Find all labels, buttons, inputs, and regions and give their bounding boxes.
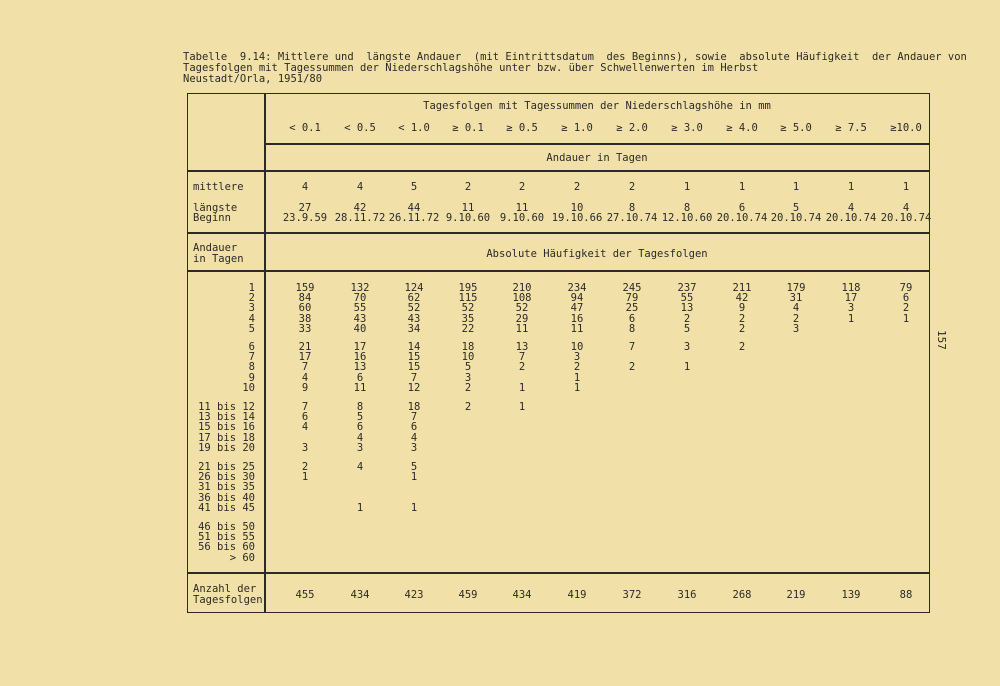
longest-cell: 4	[847, 202, 855, 214]
column-header: ≥10.0	[890, 122, 922, 134]
duration-title: Andauer in Tagen	[546, 152, 648, 164]
total-cell: 455	[295, 589, 315, 601]
frequency-cell-block: 118 17 3 1	[841, 282, 861, 325]
begin-date-cell: 23.9.59	[282, 212, 328, 224]
frequency-cell-block: 237 55 13 2 5	[677, 282, 697, 335]
frequency-cell-block: 124 62 52 43 34	[404, 282, 424, 335]
frequency-cell-block: 210 108 52 29 11	[512, 282, 532, 335]
begin-date-cell: 9.10.60	[445, 212, 491, 224]
column-header: ≥ 0.1	[452, 122, 484, 134]
longest-cell: 44	[407, 202, 421, 214]
mean-cell: 2	[628, 181, 636, 193]
longest-cell: 6	[738, 202, 746, 214]
total-cell: 434	[512, 589, 532, 601]
duration-class-labels: 11 bis 12 13 bis 14 15 bis 16 17 bis 18 19 bis 20	[198, 401, 255, 454]
begin-date-cell: 20.10.74	[880, 212, 932, 224]
longest-cell: 11	[461, 202, 475, 214]
frequency-cell-block: 132 70 55 43 40	[350, 282, 370, 335]
longest-cell: 8	[628, 202, 636, 214]
duration-class-labels: 46 bis 50 51 bis 55 56 bis 60 > 60	[198, 521, 255, 564]
mean-cell: 1	[902, 181, 910, 193]
mean-cell: 5	[410, 181, 418, 193]
total-cell: 372	[622, 589, 642, 601]
longest-cell: 10	[570, 202, 584, 214]
longest-cell: 4	[902, 202, 910, 214]
column-header: ≥ 7.5	[835, 122, 867, 134]
total-cell: 419	[567, 589, 587, 601]
mean-cell: 1	[847, 181, 855, 193]
frequency-cell-block: 234 94 47 16 11	[567, 282, 587, 335]
total-cell: 268	[732, 589, 752, 601]
longest-label: längste	[193, 202, 238, 214]
mean-cell: 4	[356, 181, 364, 193]
longest-cell: 27	[298, 202, 312, 214]
duration-class-labels: 21 bis 25 26 bis 30 31 bis 35 36 bis 40 41 bis 45	[198, 461, 255, 514]
frequency-cell-block: 3 1	[683, 341, 691, 374]
mean-cell: 1	[738, 181, 746, 193]
column-header: < 0.5	[344, 122, 376, 134]
frequency-cell-block: 21 17 7 4 9	[298, 341, 312, 394]
mean-cell: 4	[301, 181, 309, 193]
begin-date-cell: 27.10.74	[606, 212, 658, 224]
freq-header-divider	[187, 270, 930, 272]
begin-date-cell: 9.10.60	[499, 212, 545, 224]
frequency-cell-block: 211 42 9 2 2	[732, 282, 752, 335]
column-header: ≥ 0.5	[506, 122, 538, 134]
frequency-cell-block: 4 1	[356, 461, 364, 514]
duration-stub-label: Andauer in Tagen	[193, 242, 244, 265]
frequency-cell-block: 13 7 2 1	[515, 341, 529, 394]
frequency-cell-block: 5 1 1	[410, 461, 418, 514]
mean-cell: 2	[464, 181, 472, 193]
mean-label: mittlere	[193, 181, 244, 193]
begin-date-cell: 20.10.74	[825, 212, 877, 224]
mean-cell: 2	[518, 181, 526, 193]
begin-date-cell: 19.10.66	[551, 212, 603, 224]
total-cell: 459	[458, 589, 478, 601]
frequency-cell-block: 195 115 52 35 22	[458, 282, 478, 335]
frequency-cell-block: 8 5 6 4 3	[356, 401, 364, 454]
total-cell: 88	[899, 589, 913, 601]
begin-date-cell: 20.10.74	[770, 212, 822, 224]
column-header: ≥ 1.0	[561, 122, 593, 134]
frequency-cell-block: 18 7 6 4 3	[407, 401, 421, 454]
total-cell: 219	[786, 589, 806, 601]
longest-cell: 11	[515, 202, 529, 214]
group-title: Tagesfolgen mit Tagessummen der Niederschlagshöhe in mm	[423, 100, 771, 112]
frequency-cell-block: 14 15 15 7 12	[407, 341, 421, 394]
frequency-cell-block: 10 3 2 1 1	[570, 341, 584, 394]
column-header: < 1.0	[398, 122, 430, 134]
mean-cell: 2	[573, 181, 581, 193]
longest-cell: 42	[353, 202, 367, 214]
begin-date-cell: 28.11.72	[334, 212, 386, 224]
table-caption: Tabelle 9.14: Mittlere und längste Andauer (mit Eintrittsdatum des Beginns), sowie absolute Häufigkeit der Andauer von Tagesfolgen mit Tagessummen der Niederschlagshöhe unter bzw. über Schwellenwerten im Herbst Neustadt/Orla, 1951/80	[183, 51, 967, 85]
total-cell: 139	[841, 589, 861, 601]
mean-cell: 1	[792, 181, 800, 193]
column-header: ≥ 3.0	[671, 122, 703, 134]
duration-class-labels: 1 2 3 4 5	[248, 282, 255, 335]
frequency-cell-block: 2 1	[301, 461, 309, 484]
total-cell: 434	[350, 589, 370, 601]
stats-divider	[187, 232, 930, 234]
begin-date-cell: 26.11.72	[388, 212, 440, 224]
frequency-cell-block: 179 31 4 2 3	[786, 282, 806, 335]
header-divider	[264, 143, 930, 145]
total-cell: 423	[404, 589, 424, 601]
frequency-cell-block: 2	[464, 401, 472, 413]
frequency-cell-block: 2	[738, 341, 746, 353]
begin-date-cell: 12.10.60	[661, 212, 713, 224]
frequency-cell-block: 159 84 60 38 33	[295, 282, 315, 335]
frequency-cell-block: 245 79 25 6 8	[622, 282, 642, 335]
longest-cell: 8	[683, 202, 691, 214]
total-label: Anzahl der Tagesfolgen	[193, 583, 263, 606]
frequency-cell-block: 7 6 4 3	[301, 401, 309, 454]
column-header: ≥ 2.0	[616, 122, 648, 134]
frequency-cell-block: 18 10 5 3 2	[461, 341, 475, 394]
column-header: ≥ 5.0	[780, 122, 812, 134]
duration-header-divider	[187, 170, 930, 172]
frequency-cell-block: 1	[518, 401, 526, 413]
duration-class-labels: 6 7 8 9 10	[242, 341, 255, 394]
column-header: ≥ 4.0	[726, 122, 758, 134]
total-cell: 316	[677, 589, 697, 601]
frequency-cell-block: 17 16 13 6 11	[353, 341, 367, 394]
column-header: < 0.1	[289, 122, 321, 134]
page-number: 157	[935, 330, 948, 350]
total-divider	[187, 572, 930, 574]
frequency-cell-block: 79 6 2 1	[899, 282, 913, 325]
longest-cell: 5	[792, 202, 800, 214]
begin-label: Beginn	[193, 212, 231, 224]
mean-cell: 1	[683, 181, 691, 193]
begin-date-cell: 20.10.74	[716, 212, 768, 224]
freq-title: Absolute Häufigkeit der Tagesfolgen	[486, 248, 708, 260]
frequency-cell-block: 7 2	[628, 341, 636, 374]
